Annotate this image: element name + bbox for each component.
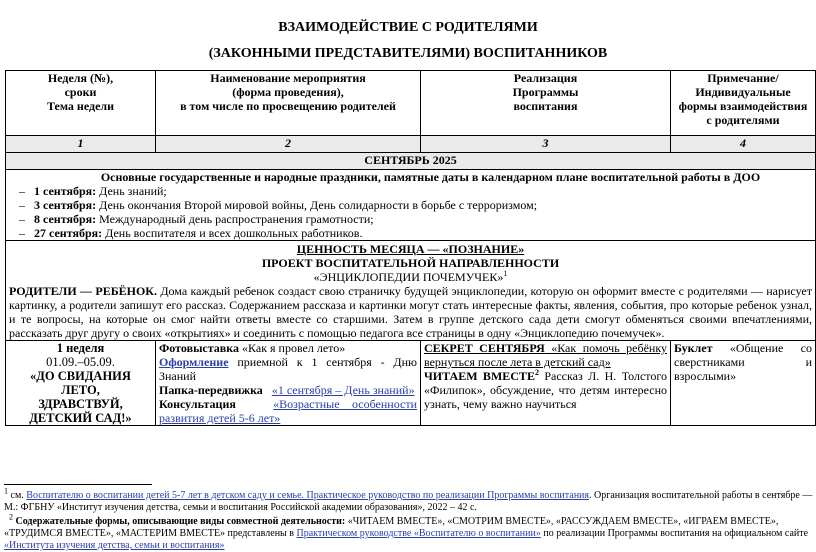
- month-label: СЕНТЯБРЬ 2025: [6, 153, 816, 170]
- booklet-label: Буклет: [674, 341, 713, 355]
- header-week: Неделя (№), сроки Тема недели: [6, 71, 156, 136]
- folder-item: Папка-передвижка «1 сентября – День знаний»: [159, 383, 415, 397]
- secret-item: СЕКРЕТ СЕНТЯБРЯ «Как помочь ребёнку вернуться после лета в детский сад»: [424, 341, 667, 369]
- note-cell: [671, 341, 816, 426]
- column-number: 2: [156, 136, 421, 153]
- project-description: РОДИТЕЛИ — РЕБЁНОК. Дома каждый ребенок создаст свою страничку будущей энциклопедии, которую он оформит вместе с родителями — нарисует картинку, а родители запишут его рассказ. Содержанием рассказа и картинки могут стать интересные факты, явления, события, про которые ребенок узнал, и те вопросы, на которые он смог найти ответы вместе со старшими. Затем в группе детского сада дети смогут обменяться своими впечатлениями, рассказать друг другу о своих «открытиях» и соединить с помощью педагога все страницы в одну «Энциклопедию почемучек».: [9, 284, 812, 340]
- project-name: «ЭНЦИКЛОПЕДИИ ПОЧЕМУЧЕК»$^1$: [313, 269, 508, 284]
- footnote-2-link-2[interactable]: «Института изучения детства, семьи и воспитания»: [4, 540, 225, 551]
- page-title-line-2: (ЗАКОННЫМИ ПРЕДСТАВИТЕЛЯМИ) ВОСПИТАННИКОВ: [208, 46, 608, 61]
- month-row: [6, 153, 816, 170]
- value-row: [6, 241, 816, 341]
- header-event: Наименование мероприятия (форма проведения), в том числе по просвещению родителей: [156, 71, 421, 136]
- page-title-line-1: ВЗАИМОДЕЙСТВИЕ С РОДИТЕЛЯМИ: [278, 20, 538, 35]
- plan-table: [5, 70, 816, 426]
- folder-link[interactable]: «1 сентября – День знаний»: [271, 383, 415, 397]
- holiday-item: – 8 сентября: Международный день распространения грамотности;: [19, 212, 374, 226]
- program-cell: [421, 341, 671, 426]
- photo-exhibition: Фотовыставка «Как я провел лето»: [159, 341, 346, 355]
- week-dates: 01.09.–05.09.: [46, 355, 115, 369]
- holiday-item: – 27 сентября: День воспитателя и всех дошкольных работников.: [19, 226, 363, 240]
- column-number: 3: [421, 136, 671, 153]
- design-link[interactable]: Оформление: [159, 355, 229, 369]
- header-program: Реализация Программы воспитания: [421, 71, 671, 136]
- events-cell: [156, 341, 421, 426]
- footnote-1: $^1$ см. Воспитателю о воспитании детей 5-7 лет в детском саду и семье. Практическое руководство по реализации Программы воспитания. Организация воспитательной работы в сентябре — М.: ФГБНУ «Институт изучения детства, семьи и воспитания Российской академии образования», 2022 – 42 с.: [4, 486, 813, 513]
- holidays-row: [6, 170, 816, 241]
- holiday-item: – 1 сентября: День знаний;: [19, 184, 167, 198]
- project-heading: ПРОЕКТ ВОСПИТАТЕЛЬНОЙ НАПРАВЛЕННОСТИ: [261, 256, 560, 270]
- week-theme: «ДО СВИДАНИЯ ЛЕТО, ЗДРАВСТВУЙ, ДЕТСКИЙ САД!»: [29, 369, 132, 425]
- week-label: 1 неделя: [56, 341, 105, 355]
- header-note: Примечание/ Индивидуальные формы взаимодействия с родителями: [671, 71, 816, 136]
- header-row: [6, 71, 816, 136]
- footnote-1-link[interactable]: Воспитателю о воспитании детей 5-7 лет в детском саду и семье. Практическое руководство по реализации Программы воспитания: [26, 490, 590, 501]
- value-cell: [6, 241, 816, 341]
- column-number: 1: [6, 136, 156, 153]
- value-of-month: ЦЕННОСТЬ МЕСЯЦА — «ПОЗНАНИЕ»: [296, 242, 525, 256]
- week-cell: [6, 341, 156, 426]
- week-row: [6, 341, 816, 426]
- holiday-item: – 3 сентября: День окончания Второй мировой войны, День солидарности в борьбе с терроризмом;: [19, 198, 538, 212]
- footnote-2: $^2$ Содержательные формы, описывающие виды совместной деятельности: «ЧИТАЕМ ВМЕСТЕ», «СМОТРИМ ВМЕСТЕ», «РАССУЖДАЕМ ВМЕСТЕ», «ИГРАЕМ ВМЕСТЕ», «ТРУДИМСЯ ВМЕСТЕ», «МАСТЕРИМ ВМЕСТЕ» представлены в Практическом руководстве «Воспитателю о воспитании» по реализации Программы воспитания на официальном сайте «Института изучения детства, семьи и воспитания»: [4, 512, 809, 551]
- read-together-item: ЧИТАЕМ ВМЕСТЕ$^2$ Рассказ Л. Н. Толстого «Филипок», обсуждение, что детям интересно узнать, чему важно научиться: [424, 368, 667, 411]
- column-number: 4: [671, 136, 816, 153]
- footnote-2-link-1[interactable]: Практическом руководстве «Воспитателю о воспитании»: [296, 528, 541, 539]
- footnote-divider: [4, 484, 152, 485]
- decoration-item: Оформление приемной к 1 сентября - Дню Знаний: [159, 355, 417, 383]
- holidays-title: Основные государственные и народные праздники, памятные даты в календарном плане воспитательной работы в ДОО: [100, 170, 761, 184]
- booklet-text: «Общение со сверстниками и взрослыми»: [674, 341, 812, 383]
- holidays-cell: [6, 170, 816, 241]
- column-number-row: [6, 136, 816, 153]
- consultation-item: Консультация «Возрастные особенности развития детей 5-6 лет»: [159, 397, 418, 425]
- consultation-link[interactable]: «Возрастные особенности развития детей 5-6 лет»: [159, 397, 418, 425]
